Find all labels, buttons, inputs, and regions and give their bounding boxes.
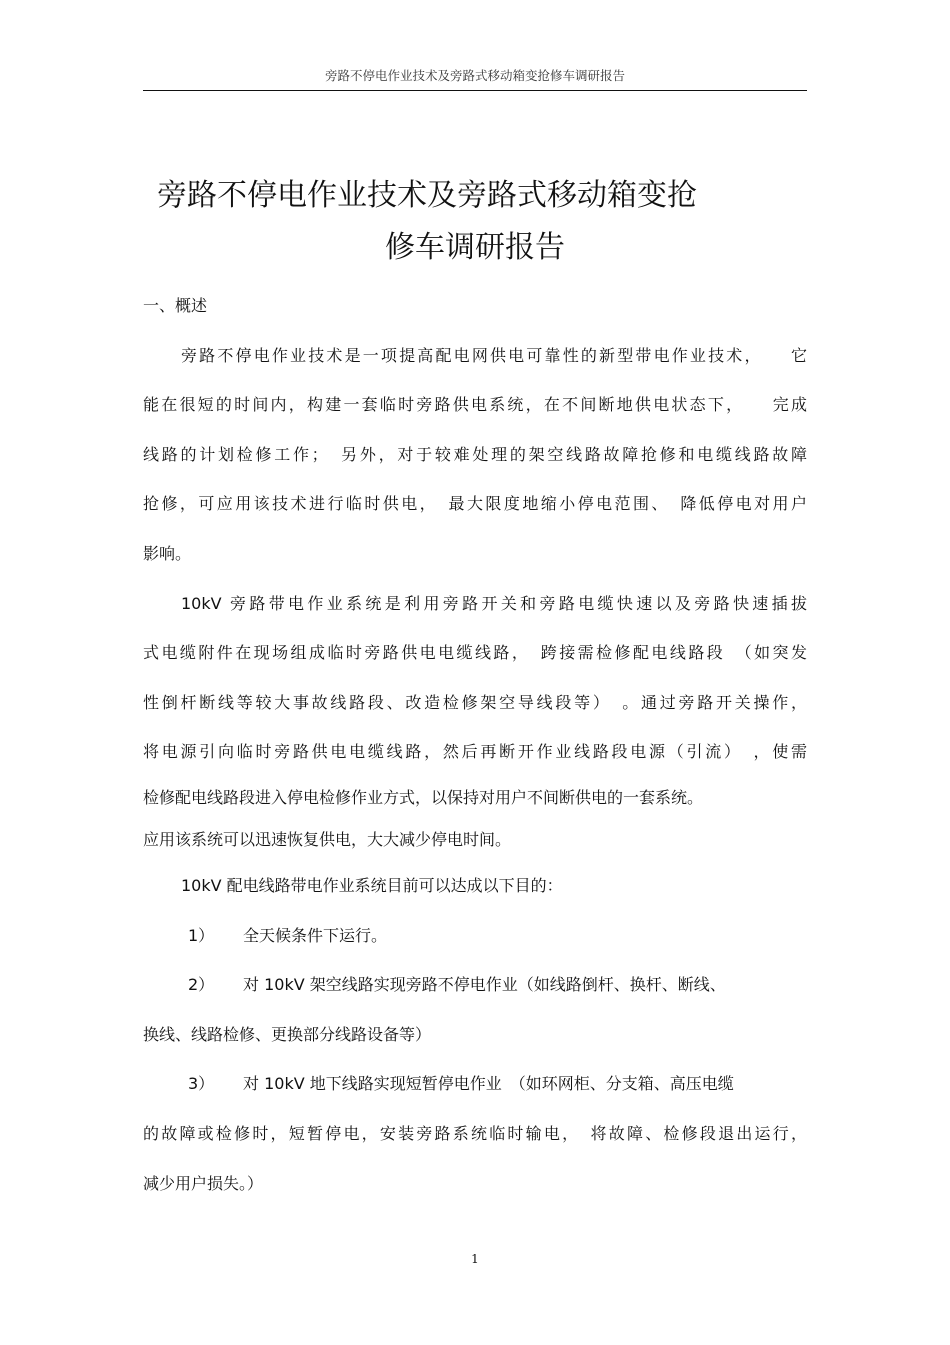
list-item-continuation: 的故障或检修时，短暂停电，安装旁路系统临时输电， 将故障、检修段退出运行，: [143, 1123, 807, 1143]
title-line-1: 旁路不停电作业技术及旁路式移动箱变抢: [157, 178, 697, 213]
list-item-text: 全天候条件下运行。: [243, 925, 388, 945]
paragraph-line: 10kV 配电线路带电作业系统目前可以达成以下目的：: [181, 875, 563, 895]
paragraph-line: 将电源引向临时旁路供电电缆线路，然后再断开作业线路段电源（引流） ，使需: [143, 742, 807, 762]
paragraph-line: 能在很短的时间内，构建一套临时旁路供电系统，在不间断地供电状态下， 完成: [143, 395, 807, 415]
list-item-continuation: 减少用户损失。）: [143, 1173, 264, 1193]
paragraph-line: 线路的计划检修工作； 另外，对于较难处理的架空线路故障抢修和电缆线路故障: [143, 444, 807, 464]
title-line-2: 修车调研报告: [385, 230, 565, 265]
list-item-text: 对 10kV 地下线路实现短暂停电作业 （如环网柜、分支箱、高压电缆: [243, 1074, 734, 1094]
paragraph-line: 检修配电线路段进入停电检修作业方式，以保持对用户不间断供电的一套系统。: [143, 787, 704, 807]
list-item-number: 3）: [188, 1074, 215, 1094]
paragraph-line: 式电缆附件在现场组成临时旁路供电电缆线路， 跨接需检修配电线路段 （如突发: [143, 643, 807, 663]
running-header: 旁路不停电作业技术及旁路式移动箱变抢修车调研报告: [324, 68, 625, 83]
list-item: [143, 960, 807, 1010]
list-item-text: 对 10kV 架空线路实现旁路不停电作业（如线路倒杆、换杆、断线、: [243, 975, 726, 995]
document-title: [143, 170, 807, 274]
list-item-number: 1）: [188, 925, 215, 945]
list-item: [143, 911, 807, 961]
header-rule: [143, 90, 807, 91]
list-item: [143, 1059, 807, 1109]
paragraph-line: 旁路不停电作业技术是一项提高配电网供电可靠性的新型带电作业技术， 它: [181, 345, 807, 365]
paragraph-line: 性倒杆断线等较大事故线路段、改造检修架空导线段等） 。通过旁路开关操作，: [143, 692, 807, 712]
list-item-number: 2）: [188, 975, 215, 995]
paragraph-line: 应用该系统可以迅速恢复供电，大大减少停电时间。: [143, 829, 512, 849]
paragraph-line: 影响。: [143, 543, 192, 563]
page-number: 1: [471, 1252, 479, 1266]
list-item-continuation: 换线、线路检修、更换部分线路设备等）: [143, 1024, 432, 1044]
section-heading: 一、概述: [143, 296, 208, 315]
document-body: [143, 281, 807, 1208]
paragraph-line: 10kV 旁路带电作业系统是利用旁路开关和旁路电缆快速以及旁路快速插拔: [181, 593, 807, 613]
paragraph-line: 抢修，可应用该技术进行临时供电， 最大限度地缩小停电范围、 降低停电对用户: [143, 494, 807, 514]
